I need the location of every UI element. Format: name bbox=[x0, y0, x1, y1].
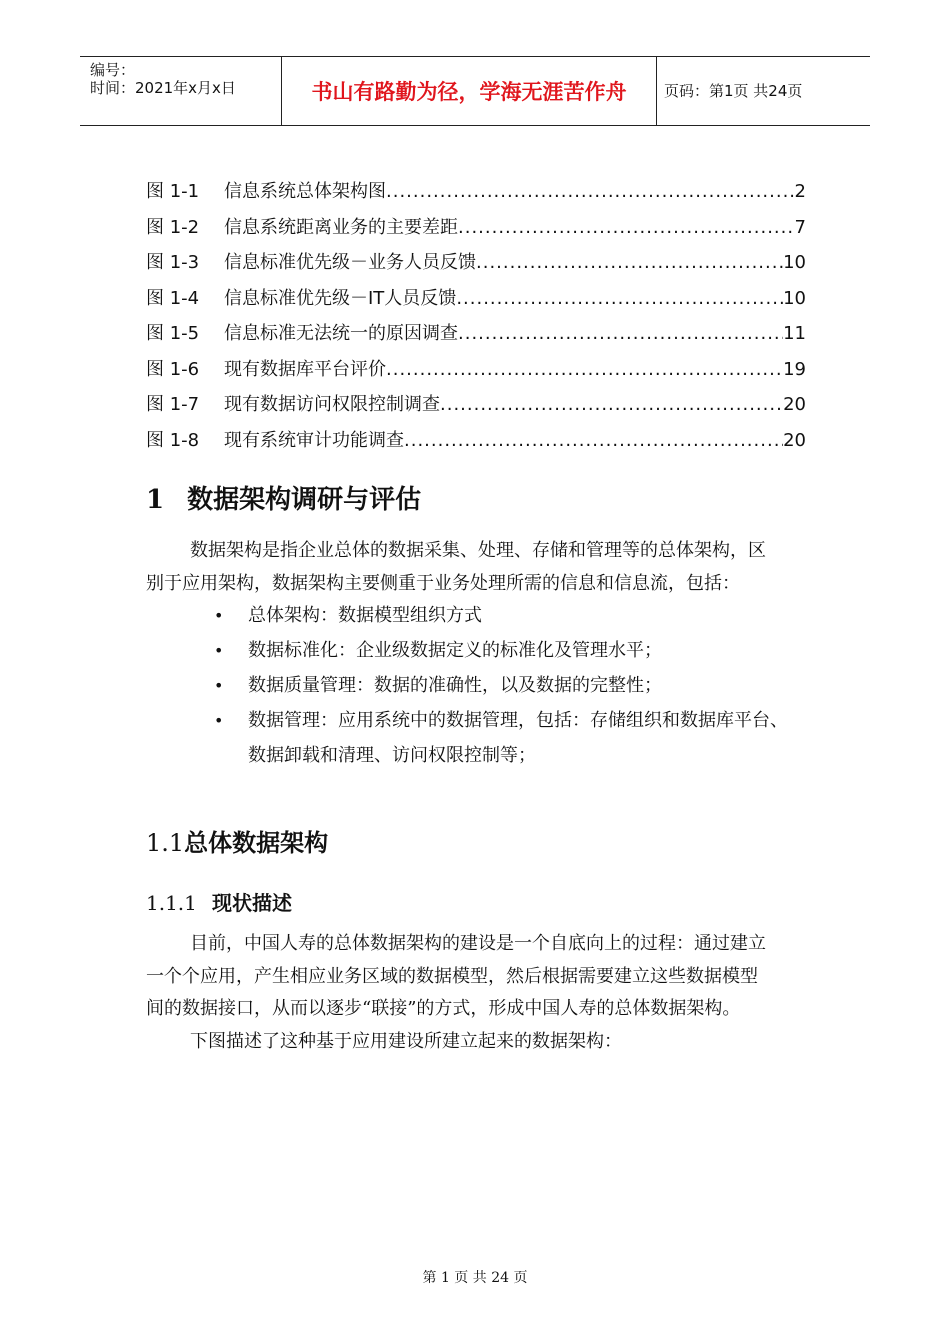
section-heading-1-1 bbox=[146, 826, 328, 860]
list-item bbox=[214, 668, 834, 703]
figure-index-entry[interactable] bbox=[146, 214, 806, 250]
paragraph-line: 间的数据接口，从而以逐步“联接”的方式，形成中国人寿的总体数据架构。 bbox=[146, 998, 741, 1019]
list-item-text: 数据标准化：企业级数据定义的标准化及管理水平； bbox=[248, 640, 662, 661]
figure-title: 现有系统审计功能调查 bbox=[224, 429, 404, 451]
figure-title: 现有数据访问权限控制调查 bbox=[224, 394, 440, 415]
header-pager-cell bbox=[656, 57, 870, 125]
figure-index-entry[interactable] bbox=[146, 320, 806, 356]
figure-page: 2 bbox=[794, 181, 806, 202]
section-number: 1.1.1 bbox=[146, 891, 197, 915]
document-date: 时间：2021年x月x日 bbox=[90, 79, 236, 97]
header-page-info: 页码：第1页 共24页 bbox=[664, 82, 803, 100]
list-item-text: 数据质量管理：数据的准确性，以及数据的完整性； bbox=[248, 675, 662, 696]
leader-dots bbox=[456, 285, 783, 313]
bullet-icon: • bbox=[214, 711, 224, 730]
paragraph-line: 数据架构是指企业总体的数据采集、处理、存储和管理等的总体架构，区 bbox=[190, 540, 766, 561]
list-item-text: 总体架构：数据模型组织方式 bbox=[248, 605, 482, 626]
list-item-text: 数据卸载和清理、访问权限控制等； bbox=[248, 745, 536, 766]
list-item-text: 数据管理：应用系统中的数据管理，包括：存储组织和数据库平台、 bbox=[248, 710, 788, 731]
header-motto-cell bbox=[281, 57, 657, 125]
section-heading-1 bbox=[146, 482, 421, 518]
figure-number: 图 1-2 bbox=[146, 216, 200, 238]
figure-title: 信息标准无法统一的原因调查 bbox=[224, 323, 458, 344]
bullet-icon: • bbox=[214, 676, 224, 695]
leader-dots bbox=[404, 427, 783, 455]
bullet-icon: • bbox=[214, 606, 224, 625]
figure-page: 10 bbox=[783, 252, 806, 273]
page-footer: 第 1 页 共 24 页 bbox=[422, 1270, 528, 1286]
figure-page: 20 bbox=[783, 394, 806, 415]
list-item bbox=[214, 633, 834, 668]
paragraph-line: 下图描述了这种基于应用建设所建立起来的数据架构： bbox=[190, 1030, 622, 1052]
figure-page: 10 bbox=[783, 287, 806, 309]
leader-dots bbox=[458, 214, 795, 242]
list-item bbox=[214, 703, 834, 773]
header-motto: 书山有路勤为径，学海无涯苦作舟 bbox=[311, 79, 627, 104]
section-heading-1-1-1 bbox=[146, 888, 292, 918]
header-meta-cell bbox=[80, 57, 280, 125]
paragraph-line: 别于应用架构，数据架构主要侧重于业务处理所需的信息和信息流，包括： bbox=[146, 572, 740, 594]
figure-title: 信息标准优先级－业务人员反馈 bbox=[224, 252, 476, 273]
section-number: 1 bbox=[146, 485, 165, 515]
figure-page: 11 bbox=[783, 323, 806, 344]
figure-page: 20 bbox=[783, 429, 806, 451]
section-title: 总体数据架构 bbox=[184, 828, 329, 857]
figure-number: 图 1-6 bbox=[146, 358, 200, 380]
bullet-icon: • bbox=[214, 641, 224, 660]
figure-title: 信息标准优先级－IT人员反馈 bbox=[224, 287, 457, 309]
figure-index-entry[interactable] bbox=[146, 427, 806, 463]
figure-index-entry[interactable] bbox=[146, 178, 806, 214]
section-number: 1.1 bbox=[146, 829, 185, 857]
paragraph-line: 一个个应用，产生相应业务区域的数据模型，然后根据需要建立这些数据模型 bbox=[146, 965, 758, 987]
figure-number: 图 1-8 bbox=[146, 429, 200, 451]
status-description-paragraph bbox=[146, 928, 816, 1058]
figure-title: 信息系统总体架构图 bbox=[224, 181, 386, 202]
page-header bbox=[80, 56, 870, 126]
document-number-label: 编号： bbox=[90, 61, 136, 79]
figure-title: 现有数据库平台评价 bbox=[224, 358, 386, 380]
figure-number: 图 1-1 bbox=[146, 181, 200, 202]
figure-number: 图 1-3 bbox=[146, 252, 200, 273]
leader-dots bbox=[386, 356, 783, 384]
figure-number: 图 1-4 bbox=[146, 287, 200, 309]
bullet-list bbox=[214, 598, 834, 773]
section-intro-paragraph bbox=[146, 535, 816, 600]
paragraph-line: 目前，中国人寿的总体数据架构的建设是一个自底向上的过程：通过建立 bbox=[190, 933, 766, 954]
leader-dots bbox=[440, 391, 783, 419]
figure-page: 19 bbox=[783, 358, 806, 380]
figure-title: 信息系统距离业务的主要差距 bbox=[224, 216, 458, 238]
figure-index-entry[interactable] bbox=[146, 249, 806, 285]
leader-dots bbox=[386, 178, 795, 206]
figure-index-entry[interactable] bbox=[146, 285, 806, 321]
list-item bbox=[214, 598, 834, 633]
figure-index bbox=[146, 178, 806, 462]
figure-page: 7 bbox=[794, 216, 806, 238]
leader-dots bbox=[476, 249, 783, 277]
figure-index-entry[interactable] bbox=[146, 391, 806, 427]
figure-number: 图 1-5 bbox=[146, 323, 200, 344]
figure-number: 图 1-7 bbox=[146, 394, 200, 415]
section-title: 数据架构调研与评估 bbox=[187, 485, 422, 515]
section-title: 现状描述 bbox=[212, 891, 292, 915]
leader-dots bbox=[458, 320, 783, 348]
figure-index-entry[interactable] bbox=[146, 356, 806, 392]
